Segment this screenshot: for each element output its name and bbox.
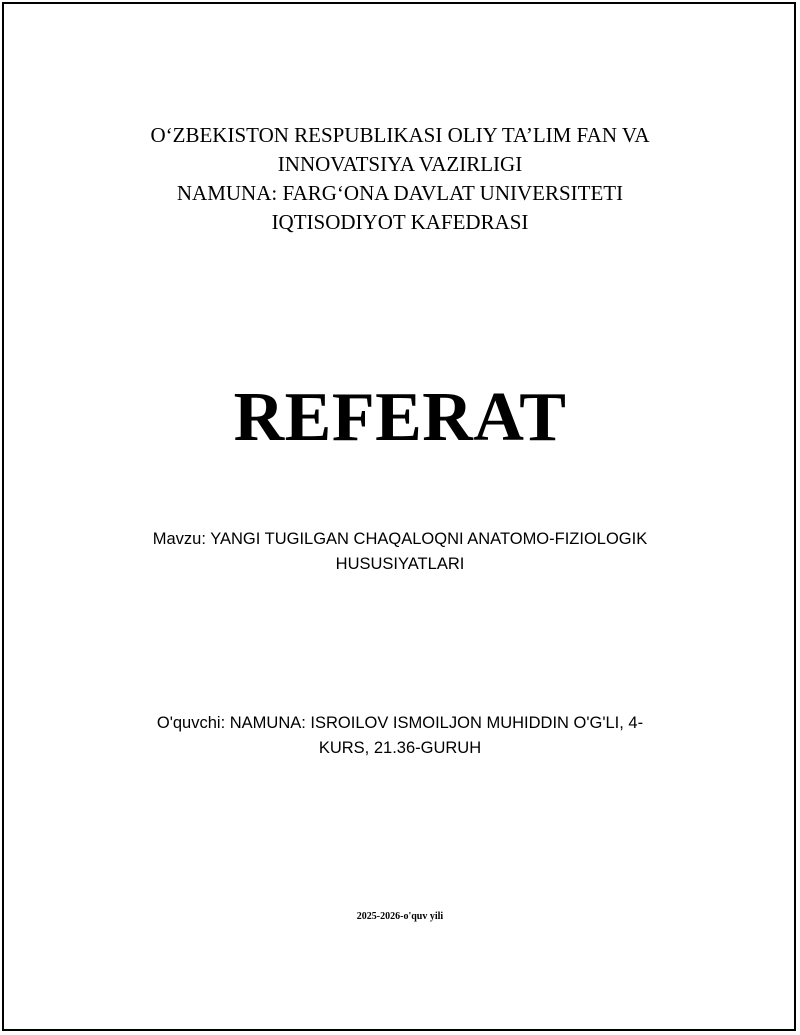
student-line: O'quvchi: NAMUNA: ISROILOV ISMOILJON MUHIDDIN O'G'LI, 4- bbox=[156, 714, 644, 732]
topic-section bbox=[0, 527, 800, 577]
header-line: IQTISODIYOT KAFEDRASI bbox=[271, 210, 529, 234]
header-line: NAMUNA: FARG‘ONA DAVLAT UNIVERSITETI bbox=[176, 181, 624, 205]
student-section bbox=[0, 711, 800, 761]
ministry-header bbox=[0, 121, 800, 237]
topic-line: HUSUSIYATLARI bbox=[335, 555, 465, 573]
academic-year: 2025-2026-o'quv yili bbox=[356, 911, 444, 922]
header-line: O‘ZBEKISTON RESPUBLIKASI OLIY TA’LIM FAN VA bbox=[150, 123, 650, 147]
document-title: REFERAT bbox=[233, 379, 567, 456]
student-line: KURS, 21.36-GURUH bbox=[318, 739, 482, 757]
header-line: INNOVATSIYA VAZIRLIGI bbox=[277, 152, 523, 176]
topic-line: Mavzu: YANGI TUGILGAN CHAQALOQNI ANATOMO-FIZIOLOGIK bbox=[152, 530, 648, 548]
